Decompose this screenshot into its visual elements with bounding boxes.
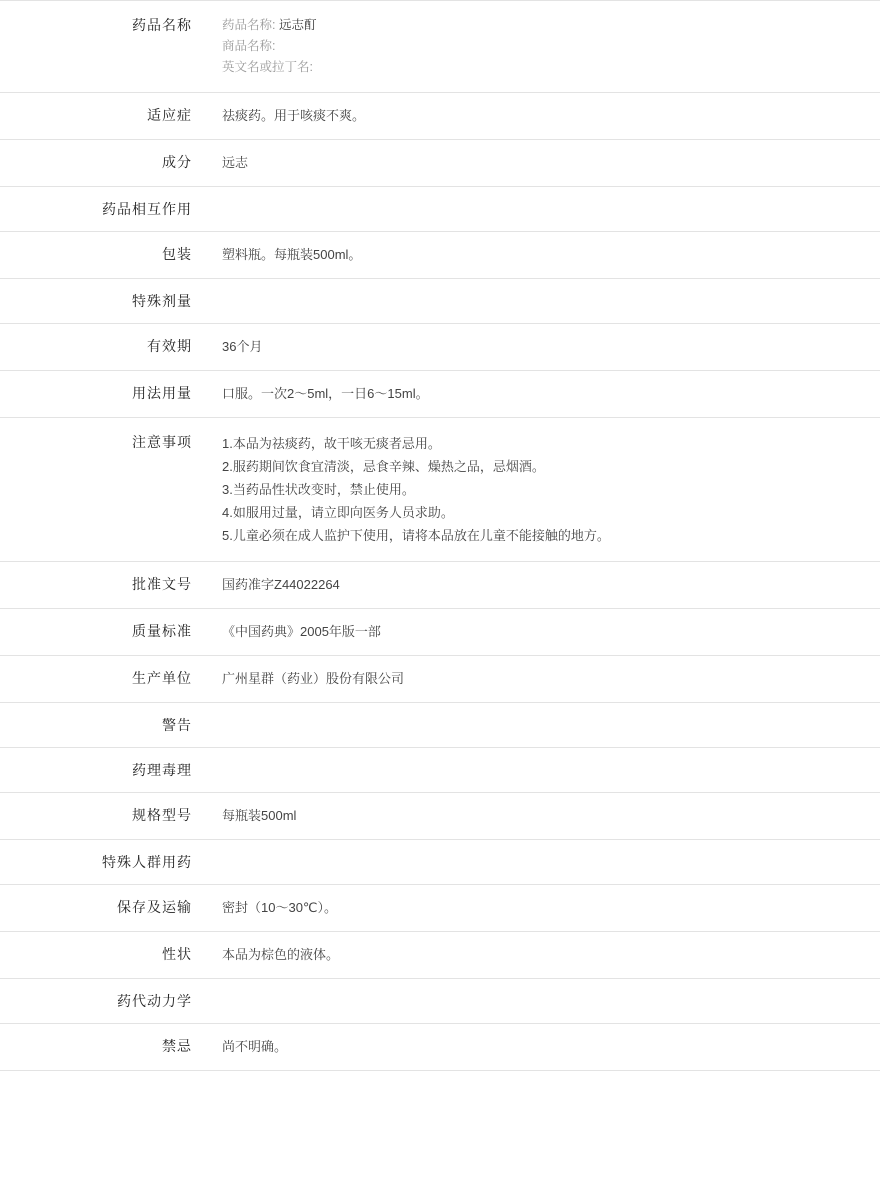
table-row: [0, 885, 880, 932]
row-value: [204, 840, 880, 885]
table-row: [0, 562, 880, 609]
list-item: 2.服药期间饮食宜清淡，忌食辛辣、燥热之品，忌烟酒。: [222, 459, 545, 474]
row-value-text: 祛痰药。用于咳痰不爽。: [222, 108, 366, 123]
row-value: [204, 748, 880, 793]
list-item: 5.儿童必须在成人监护下使用，请将本品放在儿童不能接触的地方。: [222, 528, 610, 543]
row-value-text: 密封（10～30℃）。: [222, 900, 338, 915]
row-label: 药理毒理: [132, 762, 192, 778]
table-row: [0, 371, 880, 418]
row-value-text: [222, 760, 870, 780]
table-row: [0, 418, 880, 562]
row-value-text: [222, 199, 870, 219]
row-value-text: [222, 715, 870, 735]
row-label: 生产单位: [132, 670, 192, 686]
row-label: 用法用量: [132, 385, 192, 401]
row-value: [204, 609, 880, 656]
row-label: 禁忌: [162, 1038, 192, 1054]
drug-name-line: [222, 57, 870, 78]
row-value-text: [222, 852, 870, 872]
row-value: [204, 1024, 880, 1071]
row-label: 注意事项: [132, 434, 192, 450]
row-value-text: 《中国药典》2005年版一部: [222, 624, 381, 639]
drug-name-line: [222, 15, 870, 36]
row-label: 警告: [162, 717, 192, 733]
row-value: [204, 1, 880, 93]
row-value: [204, 562, 880, 609]
drug-info-table-body: [0, 1, 880, 1071]
row-value: [204, 93, 880, 140]
table-row: [0, 703, 880, 748]
row-value-text: 塑料瓶。每瓶装500ml。: [222, 247, 362, 262]
row-value-text: 每瓶装500ml: [222, 808, 297, 823]
list-item: 1.本品为祛痰药，故干咳无痰者忌用。: [222, 436, 441, 451]
row-value-text: 尚不明确。: [222, 1039, 288, 1054]
row-label: 特殊剂量: [132, 293, 192, 309]
table-row: [0, 1024, 880, 1071]
drug-name-key: 药品名称:: [222, 18, 276, 32]
row-value: [204, 418, 880, 562]
row-value: [204, 793, 880, 840]
row-label: 保存及运输: [117, 899, 192, 915]
row-label: 包装: [162, 246, 192, 262]
row-value: [204, 140, 880, 187]
drug-name-value: 远志酊: [278, 18, 317, 32]
notes-list: [222, 432, 870, 547]
row-value: [204, 932, 880, 979]
row-value-text: [222, 291, 870, 311]
table-row: [0, 979, 880, 1024]
table-row: [0, 93, 880, 140]
table-row: [0, 324, 880, 371]
row-label: 成分: [162, 154, 192, 170]
row-label: 适应症: [147, 107, 192, 123]
list-item: 3.当药品性状改变时，禁止使用。: [222, 482, 415, 497]
row-label: 批准文号: [132, 576, 192, 592]
table-row: [0, 748, 880, 793]
row-label: 质量标准: [132, 623, 192, 639]
row-label: 有效期: [147, 338, 192, 354]
row-value: [204, 656, 880, 703]
row-label: 特殊人群用药: [102, 854, 192, 870]
page-bottom-spacer: [0, 1071, 880, 1201]
row-value-text: 口服。一次2～5ml，一日6～15ml。: [222, 386, 429, 401]
table-row: [0, 793, 880, 840]
table-row: [0, 932, 880, 979]
row-value: [204, 885, 880, 932]
table-row: [0, 140, 880, 187]
row-value: [204, 703, 880, 748]
row-label: 药品名称: [132, 17, 192, 33]
row-label: 规格型号: [132, 807, 192, 823]
drug-name-key: 商品名称:: [222, 39, 276, 53]
row-value: [204, 324, 880, 371]
table-row: [0, 609, 880, 656]
row-value-text: 广州星群（药业）股份有限公司: [222, 671, 405, 686]
table-row: [0, 279, 880, 324]
row-value: [204, 979, 880, 1024]
row-value-text: [222, 991, 870, 1011]
table-row: [0, 656, 880, 703]
row-label: 药品相互作用: [102, 201, 192, 217]
row-label: 药代动力学: [117, 993, 192, 1009]
row-value-text: 国药准字Z44022264: [222, 577, 340, 592]
row-value-text: 本品为棕色的液体。: [222, 947, 340, 962]
drug-name-key: 英文名或拉丁名:: [222, 60, 313, 74]
drug-name-line: [222, 36, 870, 57]
row-value: [204, 371, 880, 418]
row-label: 性状: [162, 946, 192, 962]
row-value-text: 36个月: [222, 339, 263, 354]
row-value: [204, 279, 880, 324]
table-row: [0, 187, 880, 232]
row-value: [204, 187, 880, 232]
table-row: [0, 1, 880, 93]
row-value-text: 远志: [222, 155, 249, 170]
list-item: 4.如服用过量，请立即向医务人员求助。: [222, 505, 454, 520]
table-row: [0, 840, 880, 885]
row-value: [204, 232, 880, 279]
table-row: [0, 232, 880, 279]
